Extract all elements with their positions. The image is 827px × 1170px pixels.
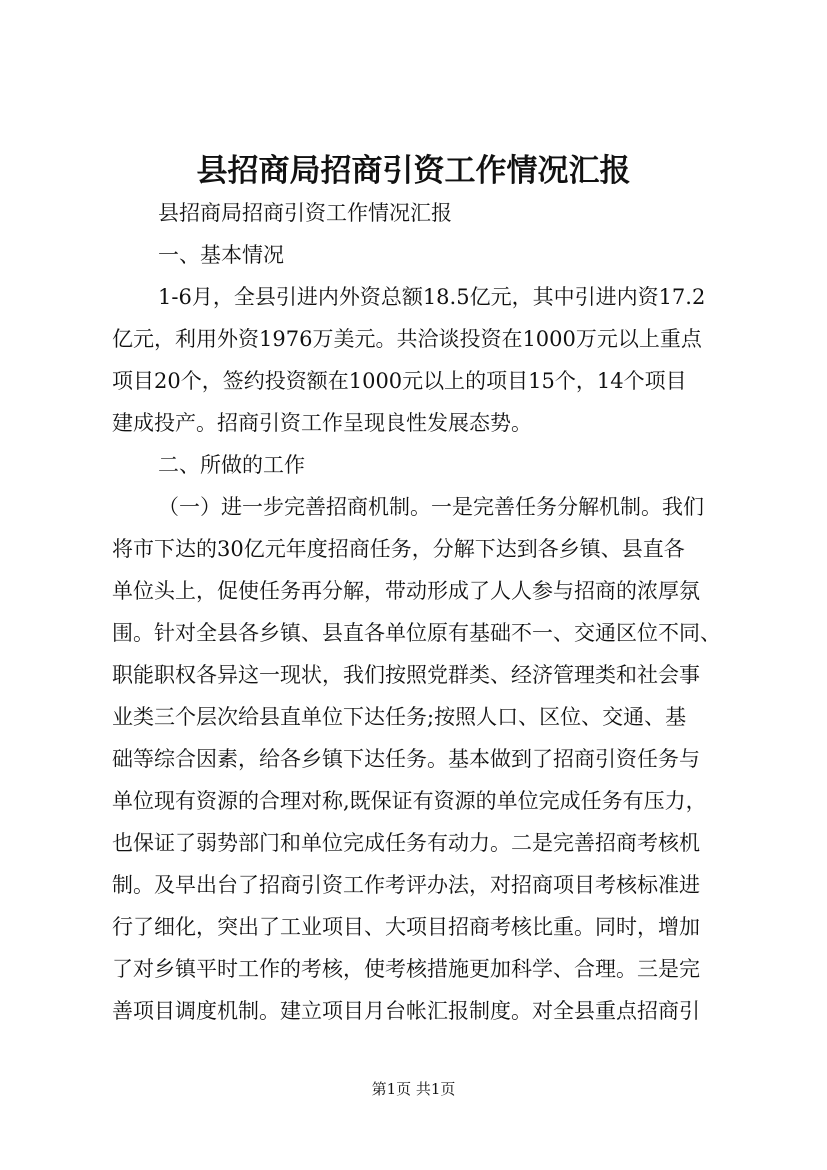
paragraph-line: 单位头上，促使任务再分解，带动形成了人人参与招商的浓厚氛 <box>112 579 700 603</box>
paragraph-line: 项目20个，签约投资额在1000元以上的项目15个，14个项目 <box>112 369 687 393</box>
paragraph-line: 建成投产。招商引资工作呈现良性发展态势。 <box>112 411 532 435</box>
paragraph-line: 也保证了弱势部门和单位完成任务有动力。二是完善招商考核机 <box>112 831 700 855</box>
section-heading: 一、基本情况 <box>158 243 284 267</box>
section-heading: 二、所做的工作 <box>158 453 305 477</box>
paragraph-line: 制。及早出台了招商引资工作考评办法，对招商项目考核标准进 <box>112 873 700 897</box>
page-number-footer: 第1页 共1页 <box>371 1080 456 1098</box>
document-title: 县招商局招商引资工作情况汇报 <box>196 153 631 189</box>
paragraph-line: 将市下达的30亿元年度招商任务，分解下达到各乡镇、县直各 <box>112 537 685 561</box>
paragraph-line: 亿元，利用外资1976万美元。共洽谈投资在1000万元以上重点 <box>112 327 702 351</box>
paragraph-line: 单位现有资源的合理对称,既保证有资源的单位完成任务有压力， <box>112 789 707 813</box>
paragraph-line: 县招商局招商引资工作情况汇报 <box>158 201 452 225</box>
paragraph-line: 础等综合因素，给各乡镇下达任务。基本做到了招商引资任务与 <box>112 747 700 771</box>
paragraph-line: 1-6月，全县引进内外资总额18.5亿元，其中引进内资17.2 <box>158 285 706 309</box>
paragraph-line: 职能职权各异这一现状，我们按照党群类、经济管理类和社会事 <box>112 663 700 687</box>
paragraph-line: 围。针对全县各乡镇、县直各单位原有基础不一、交通区位不同、 <box>112 621 721 645</box>
paragraph-line: 了对乡镇平时工作的考核，使考核措施更加科学、合理。三是完 <box>112 957 700 981</box>
paragraph-line: 行了细化，突出了工业项目、大项目招商考核比重。同时，增加 <box>112 915 700 939</box>
paragraph-line: 业类三个层次给县直单位下达任务;按照人口、区位、交通、基 <box>112 705 687 729</box>
paragraph-line: 善项目调度机制。建立项目月台帐汇报制度。对全县重点招商引 <box>112 999 700 1023</box>
paragraph-line: （一）进一步完善招商机制。一是完善任务分解机制。我们 <box>158 495 704 519</box>
